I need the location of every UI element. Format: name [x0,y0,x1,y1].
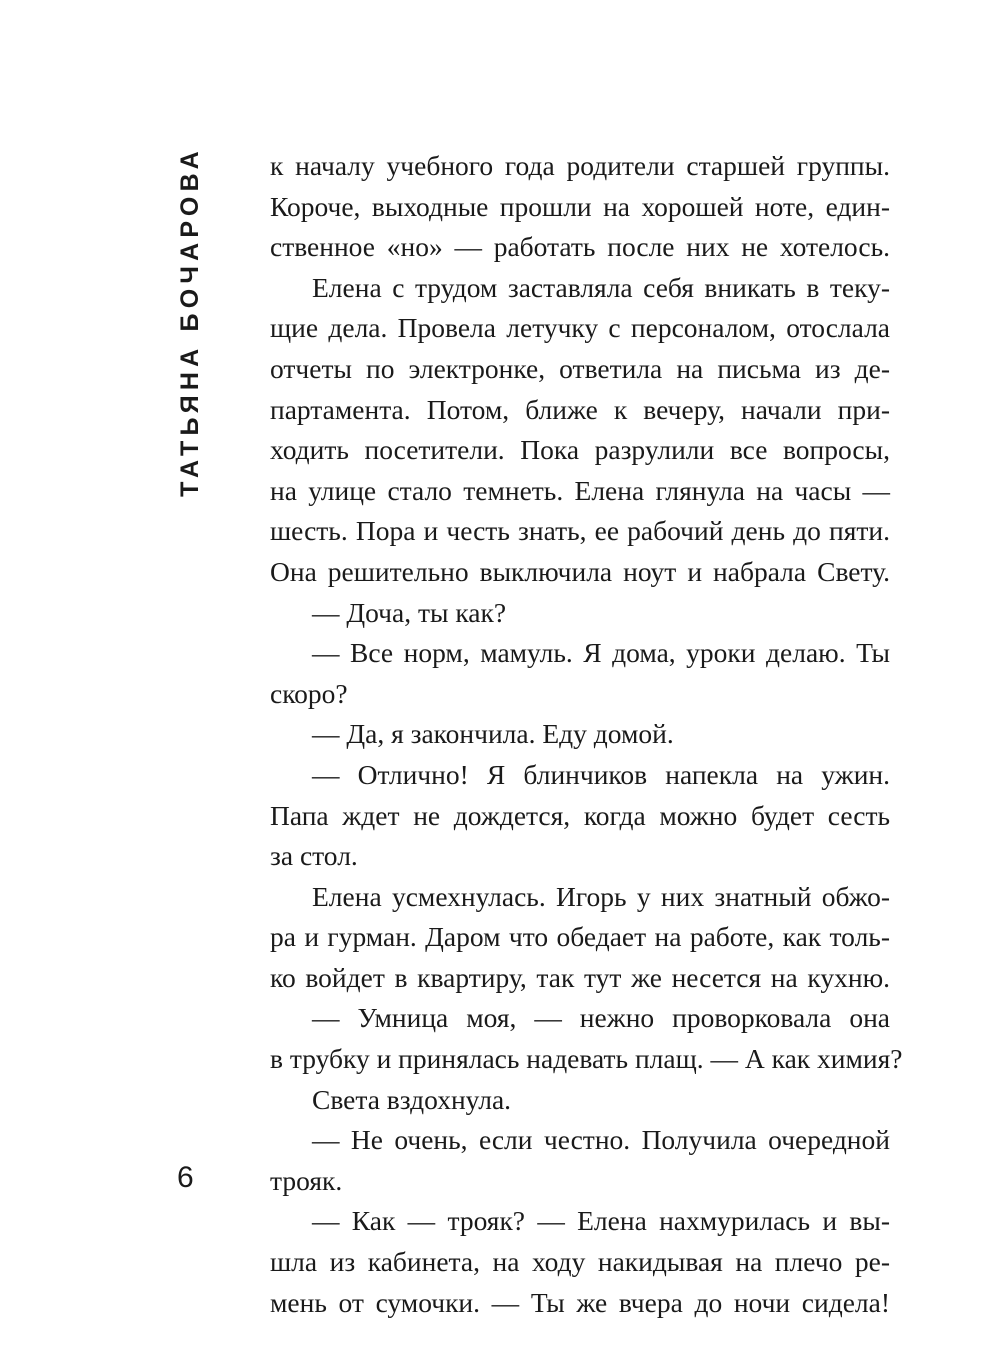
text-line: ходить посетители. Пока разрулили все вопросы, [270,434,890,466]
page-number: 6 [177,1161,194,1194]
text-line: мень от сумочки. — Ты же вчера до ночи сидела! [270,1286,890,1318]
text-line: — Отлично! Я блинчиков напекла на ужин. [312,758,890,790]
text-line: Света вздохнула. [312,1083,512,1115]
text-line: Папа ждет не дождется, когда можно будет сесть [270,799,890,831]
text-line: скоро? [270,677,348,709]
text-line: ственное «но» — работать после них не хотелось. [270,231,890,263]
text-line: Она решительно выключила ноут и набрала Свету. [270,555,890,587]
text-line: Елена усмехнулась. Игорь у них знатный обжо- [312,880,890,912]
text-line: — Не очень, если честно. Получила очередной [312,1124,890,1156]
text-line: — Умница моя, — нежно проворковала она [312,1002,890,1034]
text-line: — Доча, ты как? [312,596,507,628]
text-line: партамента. Потом, ближе к вечеру, начали при- [270,393,890,425]
text-line: Елена с трудом заставляла себя вникать в теку- [312,271,890,303]
text-line: к началу учебного года родители старшей группы. [270,150,890,181]
text-line: Короче, выходные прошли на хорошей ноте, един- [270,190,890,222]
text-line: отчеты по электронке, ответила на письма из де- [270,352,890,384]
text-line: за стол. [270,840,358,872]
text-line: трояк. [270,1164,343,1196]
text-line: шла из кабинета, на ходу накидывая на плечо ре- [270,1246,890,1278]
text-line: на улице стало темнеть. Елена глянула на часы — [270,474,890,506]
text-line: — Как — трояк? — Елена нахмурилась и вы- [312,1205,890,1237]
text-line: щие дела. Провела летучку с персоналом, отослала [270,312,890,344]
text-line: шесть. Пора и честь знать, ее рабочий день до пяти. [270,515,890,547]
text-line: ра и гурман. Даром что обедает на работе, как толь- [270,921,890,953]
text-line: в трубку и принялась надевать плащ. — А как химия? [270,1043,903,1075]
page-text [270,146,903,1323]
text-line: — Да, я закончила. Еду домой. [312,718,674,750]
text-line: — Все норм, мамуль. Я дома, уроки делаю. Ты [312,637,890,669]
text-line: ко войдет в квартиру, так тут же несется на кухню. [270,961,890,993]
running-head [170,145,210,497]
running-head-author: ТАТЬЯНА БОЧАРОВА [175,145,204,497]
